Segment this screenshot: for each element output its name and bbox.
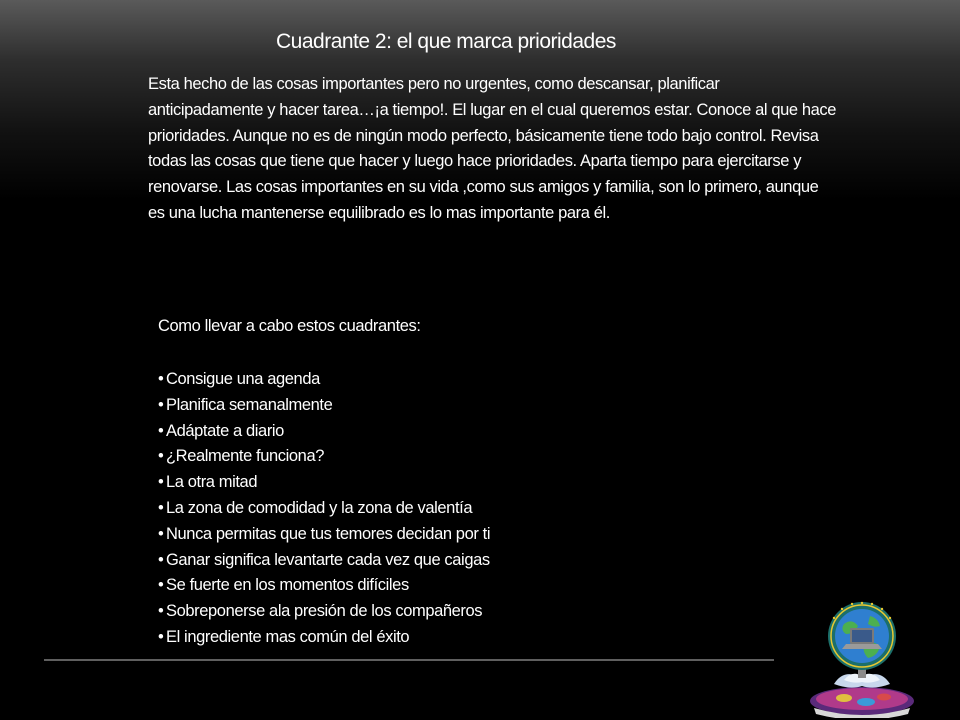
bullet-icon: •	[158, 576, 164, 595]
list-item	[158, 573, 490, 599]
slide-title: Cuadrante 2: el que marca prioridades	[276, 30, 616, 53]
list-item-text: La otra mitad	[166, 473, 258, 492]
list-item	[158, 548, 490, 574]
school-emblem-icon	[804, 598, 920, 718]
footer-divider	[44, 659, 774, 661]
list-item	[158, 522, 490, 548]
list-item-text: La zona de comodidad y la zona de valentía	[166, 498, 473, 517]
bullet-icon: •	[158, 627, 164, 646]
list-item	[158, 393, 490, 419]
bullet-icon: •	[158, 602, 164, 621]
list-item	[158, 599, 490, 625]
list-item-text: Sobreponerse ala presión de los compañeros	[166, 602, 483, 621]
bullet-icon: •	[158, 421, 164, 440]
list-item-text: El ingrediente mas común del éxito	[166, 627, 410, 646]
bullet-icon: •	[158, 395, 164, 414]
list-item	[158, 625, 490, 651]
list-item-text: ¿Realmente funciona?	[166, 447, 325, 466]
bullet-icon: •	[158, 447, 164, 466]
quadrant-description: Esta hecho de las cosas importantes pero no urgentes, como descansar, planificar anticipadamente y hacer tarea…¡a tiempo!. El lugar en el cual queremos estar. Conoce al que hace prioridades. Aunque no es de ningún modo perfecto, básicamente tiene todo bajo control. Revisa todas las cosas que tiene que hacer y luego hace prioridades. Aparta tiempo para ejercitarse y renovarse. Las cosas importantes en su vida ,como sus amigos y familia, son lo primero, aunque es una lucha mantenerse equilibrado es lo mas importante para él.	[148, 75, 837, 222]
bullet-icon: •	[158, 473, 164, 492]
list-item	[158, 444, 490, 470]
bullet-icon: •	[158, 498, 164, 517]
list-item	[158, 367, 490, 393]
list-item-text: Planifica semanalmente	[166, 395, 333, 414]
bullet-icon: •	[158, 370, 164, 388]
list-item	[158, 470, 490, 496]
list-item-text: Consigue una agenda	[166, 370, 320, 388]
tips-list	[158, 367, 490, 651]
list-item-text: Ganar significa levantarte cada vez que caigas	[166, 550, 490, 569]
list-item	[158, 496, 490, 522]
list-item-text: Adáptate a diario	[166, 421, 284, 440]
list-item-text: Nunca permitas que tus temores decidan por ti	[166, 524, 491, 543]
bullet-icon: •	[158, 550, 164, 569]
how-to-subtitle: Como llevar a cabo estos cuadrantes:	[158, 317, 421, 335]
list-item-text: Se fuerte en los momentos difíciles	[166, 576, 409, 595]
list-item	[158, 419, 490, 445]
bullet-icon: •	[158, 524, 164, 543]
